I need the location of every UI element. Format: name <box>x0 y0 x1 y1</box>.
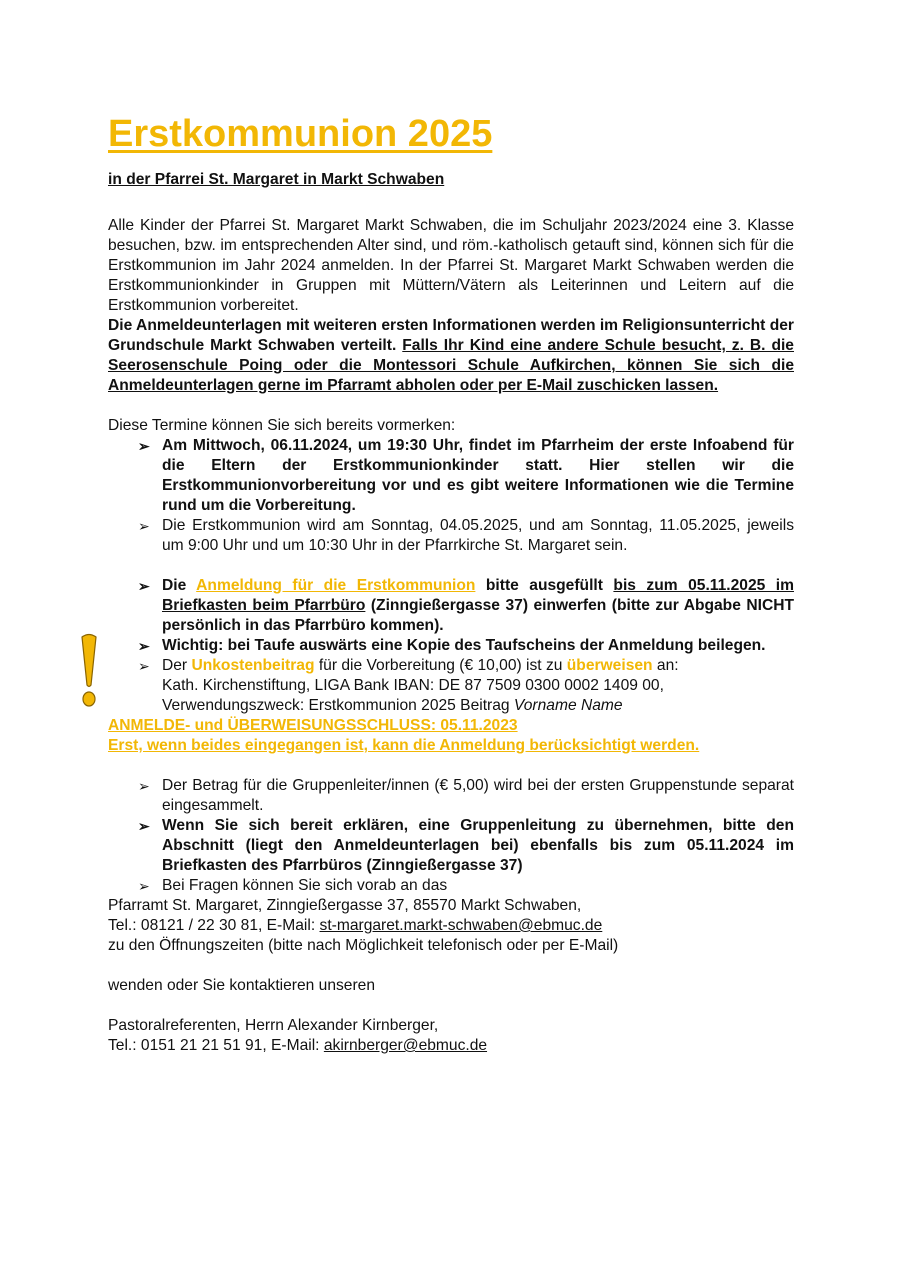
deadline-line: ANMELDE- und ÜBERWEISUNGSSCHLUSS: 05.11.2023 <box>108 717 518 734</box>
contact-phone: Tel.: 08121 / 22 30 81, E-Mail: st-margaret.markt-schwaben@ebmuc.de <box>108 917 603 934</box>
termine-intro: Diese Termine können Sie sich bereits vormerken: <box>108 417 456 434</box>
info-paragraph <box>108 316 794 396</box>
page-subtitle: in der Pfarrei St. Margaret in Markt Schwaben <box>108 171 445 188</box>
info-text: Die Anmeldeunterlagen mit weiteren ersten Informationen werden im Religionsunterricht der Grundschule Markt Schwaben verteilt. <box>108 317 794 354</box>
referent-phone: Tel.: 0151 21 21 51 91, E-Mail: akirnberger@ebmuc.de <box>108 1037 488 1054</box>
info-underlined-text: Falls Ihr Kind eine andere Schule besucht, z. B. die Seerosenschule Poing oder die Montessori Schule Aufkirchen, können Sie sich die Anmeldeunterlagen gerne im Pfarramt abholen oder per E-Mail zuschicken lassen. <box>108 337 794 394</box>
list-item: ➢ Bei Fragen können Sie sich vorab an das <box>138 877 448 894</box>
list-item-anmeldung: ➢ Die Anmeldung für die Erstkommunion bitte ausgefüllt bis zum 05.11.2025 im Briefkasten beim Pfarrbüro (Zinngießergasse 37) einwerfen (bitte zur Abgabe NICHT persönlich in das Pfarrbüro kommen). <box>138 577 795 634</box>
deadline-note: Erst, wenn beides eingegangen ist, kann die Anmeldung berücksichtigt werden. <box>108 737 700 754</box>
gruppen-list <box>108 776 794 896</box>
arrow-bullet-icon: ➢ <box>138 518 150 534</box>
arrow-bullet-icon: ➢ <box>138 438 150 454</box>
arrow-bullet-icon: ➢ <box>138 778 150 794</box>
intro-paragraph: Alle Kinder der Pfarrei St. Margaret Markt Schwaben, die im Schuljahr 2023/2024 eine 3. Klasse besuchen, bzw. im entsprechenden Alter sind, und röm.-katholisch getauft sind, können sich für die Erstkommunion im Jahr 2024 anmelden. In der Pfarrei St. Margaret Markt Schwaben werden die Erstkommunionkinder in Gruppen mit Müttern/Vätern als Leiterinnen und Leitern auf die Erstkommunion vorbereitet. <box>108 217 794 314</box>
email-link[interactable]: st-margaret.markt-schwaben@ebmuc.de <box>319 917 603 934</box>
document-page <box>108 112 794 1056</box>
arrow-bullet-icon: ➢ <box>138 818 150 834</box>
list-item: ➢ Die Erstkommunion wird am Sonntag, 04.05.2025, und am Sonntag, 11.05.2025, jeweils um 9:00 Uhr und um 10:30 Uhr in der Pfarrkirche St. Margaret sein. <box>138 517 794 554</box>
list-item: ➢ Wenn Sie sich bereit erklären, eine Gruppenleitung zu übernehmen, bitte den Abschnitt (liegt den Anmeldeunterlagen bei) ebenfalls bis zum 05.11.2024 im Briefkasten des Pfarrbüros (Zinngießergasse 37) <box>138 817 794 874</box>
referent-name: Pastoralreferenten, Herrn Alexander Kirnberger, <box>108 1017 439 1034</box>
bank-details: Kath. Kirchenstiftung, LIGA Bank IBAN: DE 87 7509 0300 0002 1409 00, <box>162 677 664 694</box>
email-link-referent[interactable]: akirnberger@ebmuc.de <box>323 1037 488 1054</box>
termine-list <box>108 436 794 556</box>
contact-wenden: wenden oder Sie kontaktieren unseren <box>108 977 376 994</box>
contact-address: Pfarramt St. Margaret, Zinngießergasse 37, 85570 Markt Schwaben, <box>108 897 582 914</box>
arrow-bullet-icon: ➢ <box>138 878 150 894</box>
list-item: ➢ Der Betrag für die Gruppenleiter/innen (€ 5,00) wird bei der ersten Gruppenstunde separat eingesammelt. <box>138 777 794 814</box>
contact-hours: zu den Öffnungszeiten (bitte nach Möglichkeit telefonisch oder per E-Mail) <box>108 937 619 954</box>
anmeldung-link[interactable]: Anmeldung für die Erstkommunion <box>196 577 476 594</box>
list-item: ➢ Am Mittwoch, 06.11.2024, um 19:30 Uhr, findet im Pfarrheim der erste Infoabend für die Eltern der Erstkommunionkinder statt. Hier stellen wir die Erstkommunionvorbereitung vor und es gibt weitere Informationen wie die Termine rund um die Vorbereitung. <box>138 437 794 514</box>
arrow-bullet-icon: ➢ <box>138 578 150 594</box>
arrow-bullet-icon: ➢ <box>138 638 150 654</box>
anmeldung-list <box>108 576 794 716</box>
exclamation-mark-icon <box>78 633 100 716</box>
list-item-wichtig: ➢ Wichtig: bei Taufe auswärts eine Kopie des Taufscheins der Anmeldung beilegen. <box>138 637 766 654</box>
page-title: Erstkommunion 2025 <box>108 113 493 155</box>
arrow-bullet-icon: ➢ <box>138 658 150 674</box>
list-item-beitrag: ➢ Der Unkostenbeitrag für die Vorbereitung (€ 10,00) ist zu überweisen an: Kath. Kirchenstiftung, LIGA Bank IBAN: DE 87 7509 0300 0002 1409 00, Verwendungszweck: Erstkommunion 2025 Beitrag Vorname Name <box>138 657 679 714</box>
